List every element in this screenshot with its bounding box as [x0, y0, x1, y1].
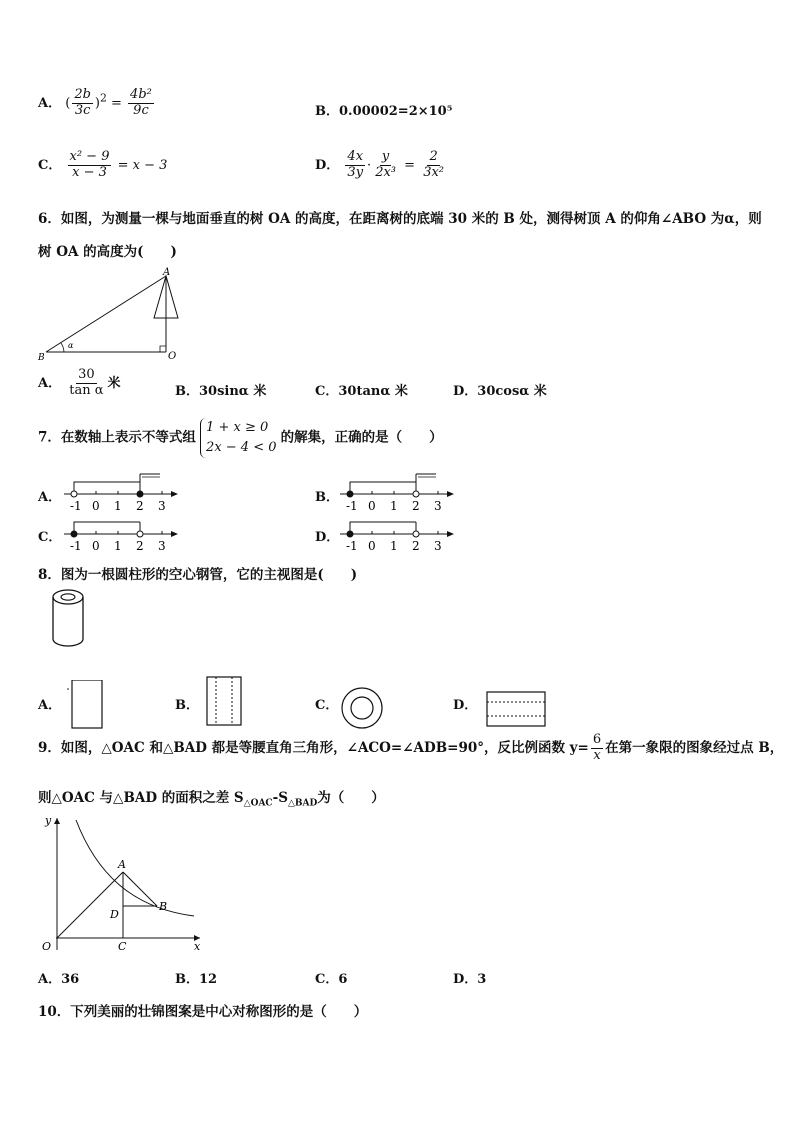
- denominator: 3y: [347, 164, 364, 180]
- fraction: [72, 88, 93, 119]
- q9-coordinate-figure: [36, 812, 208, 956]
- numerator: 6: [592, 732, 602, 747]
- q6-option-b[interactable]: [175, 380, 266, 399]
- equals: =: [400, 157, 420, 173]
- option-label: B．: [175, 384, 199, 399]
- q6-option-c[interactable]: [315, 380, 408, 399]
- q7-stem: [38, 418, 443, 458]
- denominator: x − 3: [72, 164, 107, 180]
- q7-label-d[interactable]: D．: [315, 530, 340, 545]
- q6-option-a[interactable]: [38, 368, 121, 399]
- option-label: C．: [38, 157, 62, 173]
- denominator: tan α: [69, 382, 104, 398]
- equals: =: [106, 95, 127, 111]
- tick-label: 1: [114, 539, 122, 552]
- option-label: C．: [315, 384, 339, 399]
- tick-label: 0: [92, 499, 100, 512]
- q8-option-c[interactable]: C．: [315, 698, 339, 713]
- q8-figure-c-ring[interactable]: [340, 686, 384, 730]
- subscript: △BAD: [287, 798, 318, 809]
- right-angle-mark: [160, 346, 166, 352]
- q8-option-a[interactable]: A．: [38, 698, 62, 713]
- option-label: D．: [453, 384, 478, 399]
- fraction: [128, 88, 154, 119]
- function-fraction: [591, 733, 603, 764]
- point-c-label: C: [118, 940, 127, 953]
- stem-part: 9．如图，△OAC 和△BAD 都是等腰直角三角形，∠ACO=∠ADB=90°，反比例函数 y=: [38, 739, 589, 756]
- tick-label: 2: [136, 539, 144, 552]
- q8-figure-d-dashed-horizontal[interactable]: [485, 690, 549, 730]
- option-label: B．: [315, 104, 339, 119]
- point-o-label: O: [42, 940, 52, 953]
- point-b-label: B: [159, 900, 168, 913]
- q9-option-a[interactable]: [38, 968, 79, 987]
- q10-stem: 10．下列美丽的壮锦图案是中心对称图形的是（ ）: [38, 1004, 368, 1020]
- tick-label: 1: [390, 539, 398, 552]
- stem-part: 在第一象限的图象经过点 B，: [605, 739, 784, 756]
- q6-option-d[interactable]: [453, 380, 547, 399]
- q7-label-b[interactable]: B．: [315, 490, 339, 505]
- y-axis-arrow: [54, 818, 60, 824]
- q6-tree-figure: [36, 266, 186, 362]
- point-o-label: O: [168, 351, 177, 362]
- option-text: 36: [61, 972, 80, 987]
- q9-stem-line2: [38, 786, 385, 809]
- stem-prefix: 7．在数轴上表示不等式组: [38, 429, 196, 446]
- tick-label: 3: [434, 499, 442, 512]
- stem-suffix: 的解集，正确的是（ ）: [280, 429, 443, 446]
- tick-label: 0: [368, 499, 376, 512]
- q9-stem-line1: [38, 733, 783, 764]
- tick-label: 3: [158, 539, 166, 552]
- subscript: △OAC: [243, 798, 273, 809]
- denominator: 3c: [74, 102, 91, 118]
- option-text: 12: [199, 972, 218, 987]
- option-label: C．: [315, 972, 339, 987]
- q7-numberline-b[interactable]: [338, 470, 458, 512]
- q9-option-c[interactable]: [315, 968, 347, 987]
- tick-label: -1: [346, 539, 358, 552]
- q8-figure-a-rectangle[interactable]: [66, 680, 106, 730]
- option-text: 30sinα 米: [199, 384, 267, 399]
- q9-option-b[interactable]: [175, 968, 217, 987]
- denominator: x: [593, 747, 601, 763]
- tick-label: 1: [114, 499, 122, 512]
- option-text: = x − 3: [113, 157, 168, 173]
- alpha-label: α: [68, 341, 74, 350]
- hollow-pipe-figure: [48, 586, 94, 650]
- q8-option-d[interactable]: D．: [453, 698, 478, 713]
- tick-label: 2: [412, 539, 420, 552]
- numerator: x² − 9: [69, 149, 110, 164]
- denominator: 2x³: [375, 164, 397, 180]
- exponent: 2: [99, 91, 107, 105]
- q8-figure-b-dashed-vertical[interactable]: [205, 676, 245, 728]
- q5-option-b[interactable]: [315, 100, 452, 119]
- q9-option-d[interactable]: [453, 968, 486, 987]
- point-d-label: D: [110, 908, 119, 921]
- numerator: 2: [429, 149, 438, 164]
- q5-option-c[interactable]: [38, 150, 167, 181]
- point-a-label: A: [118, 858, 126, 871]
- q5-option-d[interactable]: [315, 150, 448, 181]
- segment-ab: [123, 872, 157, 906]
- option-label: A．: [38, 972, 62, 987]
- option-text: 3: [477, 972, 487, 987]
- q6-stem-line2: 树 OA 的高度为( ): [38, 244, 177, 260]
- point-a-label: A: [163, 267, 171, 278]
- numerator: 4x: [347, 149, 364, 164]
- numerator: y: [381, 149, 390, 164]
- numerator: 4b²: [130, 87, 152, 102]
- tick-label: 3: [434, 539, 442, 552]
- stem-part: -S: [272, 790, 288, 806]
- numerator: 2b: [74, 87, 91, 102]
- option-label: A．: [38, 375, 62, 391]
- q5-option-a[interactable]: A． ( $\frac{2b}{3c}$ )$^2$ = $\frac{\text{4b²}}{9c}$: [38, 87, 152, 118]
- point-b-label: B: [38, 353, 45, 362]
- stem-part: 则△OAC 与△BAD 的面积之差 S: [38, 790, 244, 806]
- fraction: [67, 368, 105, 399]
- tick-label: -1: [70, 539, 82, 552]
- angle-arc: [61, 343, 64, 352]
- y-label: y: [45, 814, 52, 827]
- fraction: [373, 150, 398, 181]
- fraction: [345, 150, 365, 181]
- tick-label: 2: [412, 499, 420, 512]
- tick-label: -1: [346, 499, 358, 512]
- option-label: B．: [175, 972, 199, 987]
- denominator: 9c: [133, 102, 149, 118]
- q7-numberline-c[interactable]: [62, 510, 182, 552]
- fraction: [421, 150, 446, 181]
- q8-option-b[interactable]: B．: [175, 698, 199, 713]
- q7-label-a[interactable]: A．: [38, 490, 62, 505]
- tick-label: -1: [70, 499, 82, 512]
- tick-label: 0: [368, 539, 376, 552]
- option-text: 6: [338, 972, 348, 987]
- paren: (: [65, 95, 71, 111]
- tick-label: 1: [390, 499, 398, 512]
- q7-numberline-a[interactable]: [62, 470, 182, 512]
- dot: ·: [367, 157, 372, 173]
- option-label: D．: [315, 157, 340, 173]
- q7-numberline-d[interactable]: [338, 510, 458, 552]
- q8-stem: 8．图为一根圆柱形的空心钢管，它的主视图是( ): [38, 567, 358, 583]
- denominator: 3x²: [423, 164, 445, 180]
- unit: 米: [107, 375, 121, 391]
- option-text: 30tanα 米: [338, 384, 408, 399]
- sight-line: [46, 276, 166, 352]
- inequality-2: 2x − 4 < 0: [206, 440, 277, 456]
- tick-label: 3: [158, 499, 166, 512]
- q6-stem-line1: 6．如图，为测量一棵与地面垂直的树 OA 的高度，在距离树的底端 30 米的 B 处，测得树顶 A 的仰角∠ABO 为α，则: [38, 211, 762, 227]
- inequality-system: [200, 418, 276, 458]
- tick-label: 0: [92, 539, 100, 552]
- segment-oa: [57, 872, 123, 938]
- option-label: D．: [453, 972, 478, 987]
- numerator: 30: [78, 367, 95, 382]
- option-label: A．: [38, 95, 62, 111]
- stem-part: 为（ ）: [317, 790, 385, 806]
- option-text: 0.00002=2×10⁵: [339, 104, 453, 119]
- option-text: 30cosα 米: [477, 384, 547, 399]
- x-label: x: [194, 940, 201, 953]
- tick-label: 2: [136, 499, 144, 512]
- inequality-1: 1 + x ≥ 0: [206, 420, 269, 435]
- q7-label-c[interactable]: C．: [38, 530, 62, 545]
- fraction: [68, 150, 112, 181]
